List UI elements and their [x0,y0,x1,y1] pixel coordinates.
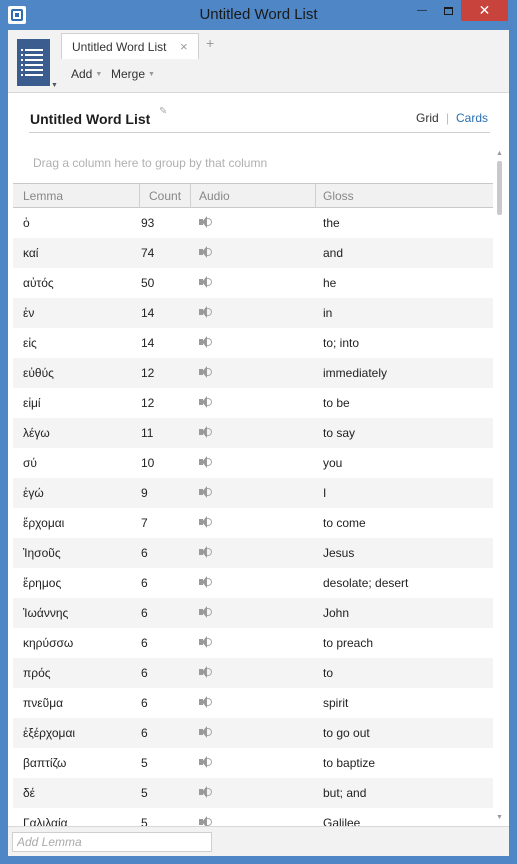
lemma-cell: πρός [23,666,51,680]
gloss-cell: to go out [323,726,370,740]
lemma-cell: πνεῦμα [23,696,64,710]
speaker-icon[interactable] [199,756,212,771]
table-row[interactable] [13,748,493,778]
speaker-icon[interactable] [199,216,212,231]
table-row[interactable] [13,538,493,568]
page-title[interactable]: Untitled Word List [30,111,151,127]
lemma-cell: δέ [23,786,36,800]
lemma-cell: κηρύσσω [23,636,74,650]
table-row[interactable] [13,658,493,688]
gloss-cell: but; and [323,786,367,800]
cards-view-link[interactable]: Cards [456,111,489,125]
ribbon [8,30,509,93]
gloss-cell: John [323,606,350,620]
minimize-icon: — [417,5,427,16]
column-header-lemma[interactable]: Lemma [23,189,64,203]
merge-menu-label: Merge [111,67,146,81]
table-row[interactable] [13,208,493,238]
table-row[interactable] [13,328,493,358]
gloss-cell: Jesus [323,546,355,560]
chevron-down-icon: ▼ [95,71,103,79]
count-cell: 93 [141,216,155,230]
table-row[interactable] [13,688,493,718]
count-cell: 12 [141,366,155,380]
table-row[interactable] [13,508,493,538]
count-cell: 6 [141,606,148,620]
gloss-cell: to [323,666,334,680]
lemma-cell: λέγω [23,426,50,440]
table-row[interactable] [13,238,493,268]
count-cell: 9 [141,486,148,500]
lemma-cell: ἔρχομαι [23,516,65,530]
close-icon: ✕ [478,2,491,18]
lemma-cell: καί [23,246,39,260]
lemma-cell: Ἰωάννης [23,606,69,620]
title-bar[interactable] [0,0,517,30]
lemma-cell: ὁ [23,216,30,230]
scroll-down-icon[interactable]: ▼ [496,814,503,821]
gloss-cell: immediately [323,366,388,380]
gloss-cell: to preach [323,636,374,650]
gloss-cell: the [323,216,340,230]
gloss-cell: he [323,276,337,290]
speaker-icon[interactable] [199,456,212,471]
gloss-cell: to say [323,426,356,440]
table-row[interactable] [13,808,493,826]
pencil-icon[interactable]: ✎ [159,106,168,117]
gloss-cell: to baptize [323,756,376,770]
tab-label: Untitled Word List [72,40,167,54]
list-header [29,106,490,133]
grid-view-button[interactable]: Grid [416,111,439,125]
lemma-cell: ἔρημος [23,576,62,590]
gloss-cell: and [323,246,344,260]
count-cell: 6 [141,546,148,560]
table-row[interactable] [13,448,493,478]
maximize-button[interactable] [435,0,461,21]
word-list-icon[interactable] [17,39,50,86]
table-row[interactable] [13,388,493,418]
speaker-icon[interactable] [199,396,212,411]
window-title: Untitled Word List [199,6,318,23]
gloss-cell: desolate; desert [323,576,409,590]
speaker-icon[interactable] [199,306,212,321]
count-cell: 6 [141,666,148,680]
column-header-audio[interactable]: Audio [199,189,230,203]
lemma-cell: εἰμί [23,396,41,410]
gloss-cell: I [323,486,327,500]
table-row[interactable] [13,478,493,508]
lemma-cell: Ἰησοῦς [23,546,61,560]
table-row[interactable] [13,778,493,808]
gloss-cell: you [323,456,343,470]
footer-bar [8,826,509,856]
table-row[interactable] [13,628,493,658]
gloss-cell: spirit [323,696,349,710]
speaker-icon[interactable] [199,636,212,651]
count-cell: 5 [141,816,148,826]
view-separator: | [446,111,450,125]
column-divider[interactable] [190,184,191,208]
speaker-icon[interactable] [199,486,212,501]
lemma-cell: ἐξέρχομαι [23,726,76,740]
gloss-cell: in [323,306,333,320]
vertical-scrollbar[interactable] [494,150,506,826]
table-row[interactable] [13,358,493,388]
count-cell: 6 [141,636,148,650]
speaker-icon[interactable] [199,546,212,561]
column-divider[interactable] [315,184,316,208]
tab-untitled-word-list[interactable] [61,33,199,59]
count-cell: 12 [141,396,155,410]
table-row[interactable] [13,598,493,628]
grid-header [13,183,493,208]
count-cell: 7 [141,516,148,530]
count-cell: 6 [141,696,148,710]
speaker-icon[interactable] [199,606,212,621]
speaker-icon[interactable] [199,696,212,711]
table-row[interactable] [13,568,493,598]
add-lemma-input[interactable] [12,832,212,852]
lemma-cell: ἐν [23,306,35,320]
count-cell: 5 [141,786,148,800]
speaker-icon[interactable] [199,366,212,381]
column-header-count[interactable]: Count [149,189,182,203]
speaker-icon[interactable] [199,816,212,826]
count-cell: 6 [141,576,148,590]
speaker-icon[interactable] [199,426,212,441]
chevron-down-icon: ▼ [148,71,155,79]
tab-close-icon[interactable]: × [180,39,188,54]
count-cell: 11 [141,426,154,440]
merge-menu[interactable] [111,67,155,81]
lemma-cell: ἐγώ [23,486,44,500]
lemma-cell: αὐτός [23,276,54,290]
table-row[interactable] [13,418,493,448]
lemma-cell: εἰς [23,336,37,350]
gloss-cell: to; into [323,336,360,350]
add-menu-label: Add [71,67,93,81]
gloss-cell: Galilee [323,816,361,826]
scrollbar-thumb[interactable] [497,161,502,215]
speaker-icon[interactable] [199,336,212,351]
lemma-cell: σύ [23,456,37,470]
group-by-drop-zone[interactable]: Drag a column here to group by that column [33,156,268,170]
speaker-icon[interactable] [199,276,212,291]
speaker-icon[interactable] [199,516,212,531]
speaker-icon[interactable] [199,726,212,741]
dropdown-arrow-icon[interactable]: ▼ [51,82,58,89]
add-menu[interactable] [71,67,102,81]
table-row[interactable] [13,298,493,328]
lemma-cell: Γαλιλαία [23,816,68,826]
scroll-up-icon[interactable]: ▲ [496,150,503,157]
speaker-icon[interactable] [199,666,212,681]
count-cell: 14 [141,336,155,350]
column-divider[interactable] [139,184,140,208]
count-cell: 5 [141,756,148,770]
column-header-gloss[interactable]: Gloss [323,189,354,203]
count-cell: 6 [141,726,148,740]
minimize-button[interactable] [409,0,435,21]
new-tab-button[interactable]: + [206,35,215,51]
gloss-cell: to be [323,396,350,410]
table-row[interactable] [13,268,493,298]
speaker-icon[interactable] [199,786,212,801]
speaker-icon[interactable] [199,246,212,261]
client-area [8,30,509,856]
count-cell: 74 [141,246,155,260]
count-cell: 10 [141,456,155,470]
close-window-button[interactable] [461,0,508,21]
word-grid [13,183,493,826]
speaker-icon[interactable] [199,576,212,591]
lemma-cell: βαπτίζω [23,756,67,770]
maximize-icon [444,7,453,15]
count-cell: 50 [141,276,155,290]
table-row[interactable] [13,718,493,748]
count-cell: 14 [141,306,155,320]
lemma-cell: εὐθύς [23,366,54,380]
gloss-cell: to come [323,516,366,530]
